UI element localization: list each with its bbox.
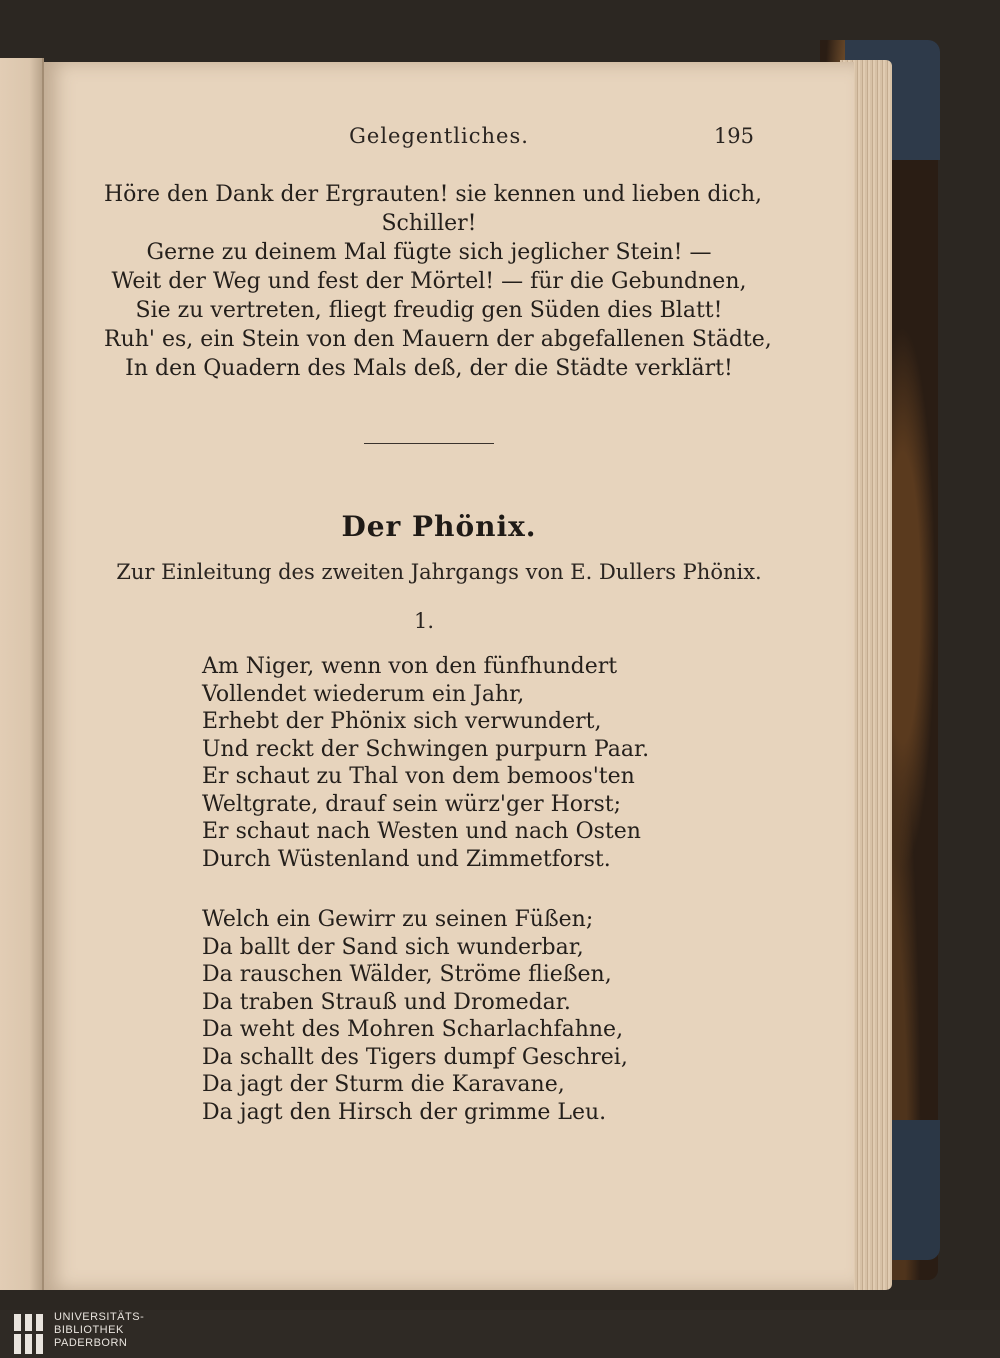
section-divider — [364, 443, 494, 444]
stanza-line: Erhebt der Phönix sich verwundert, — [202, 709, 602, 734]
stanza-2 — [202, 906, 702, 1126]
verse-line: In den Quadern des Mals deß, der die Städte verklärt! — [125, 356, 733, 381]
library-logo-icon — [14, 1314, 44, 1354]
verse-line: Höre den Dank der Ergrauten! sie kennen und lieben dich, — [104, 182, 762, 207]
stanza-line: Da rauschen Wälder, Ströme fließen, — [202, 962, 612, 987]
running-title: Gelegentliches. — [349, 124, 529, 148]
stanza-line: Da jagt den Hirsch der grimme Leu. — [202, 1099, 607, 1125]
verse-line: Sie zu vertreten, fliegt freudig gen Süden dies Blatt! — [135, 298, 723, 323]
stanza-line: Vollendet wiederum ein Jahr, — [202, 681, 525, 707]
poem-subtitle: Zur Einleitung des zweiten Jahrgangs von E. Dullers Phönix. — [116, 560, 762, 584]
verse-line: Gerne zu deinem Mal fügte sich jeglicher Stein! — — [146, 240, 712, 265]
stanza-line: Welch ein Gewirr zu seinen Füßen; — [202, 907, 594, 932]
logo-line: PADERBORN — [54, 1337, 128, 1349]
stanza-line: Da schallt des Tigers dumpf Geschrei, — [202, 1044, 628, 1070]
library-logo-text — [54, 1311, 174, 1350]
verse-line: Ruh' es, ein Stein von den Mauern der abgefallenen Städte, — [104, 327, 772, 352]
verse-line: Weit der Weg und fest der Mörtel! — für die Gebundnen, — [111, 269, 747, 294]
stanza-1 — [202, 653, 702, 873]
logo-line: BIBLIOTHEK — [54, 1324, 124, 1336]
stanza-line: Er schaut nach Westen und nach Osten — [202, 819, 641, 844]
stanza-line: Er schaut zu Thal von dem bemoos'ten — [202, 764, 635, 789]
stanza-line: Weltgrate, drauf sein würz'ger Horst; — [202, 791, 622, 817]
stanza-line: Durch Wüstenland und Zimmetforst. — [202, 846, 611, 872]
logo-line: UNIVERSITÄTS- — [54, 1311, 145, 1323]
page-number: 195 — [713, 124, 754, 148]
verse-line: Schiller! — [381, 211, 477, 236]
left-page-edge — [0, 58, 44, 1290]
stanza-line: Am Niger, wenn von den fünfhundert — [202, 654, 618, 679]
stanza-line: Da ballt der Sand sich wunderbar, — [202, 934, 584, 960]
poem-title: Der Phönix. — [341, 510, 537, 543]
stanza-line: Da jagt der Sturm die Karavane, — [202, 1072, 565, 1097]
stanza-line: Da traben Strauß und Dromedar. — [202, 989, 571, 1015]
stanza-line: Und reckt der Schwingen purpurn Paar. — [202, 736, 650, 762]
stanza-line: Da weht des Mohren Scharlachfahne, — [202, 1017, 624, 1042]
section-number: 1. — [413, 609, 435, 633]
opening-verse — [104, 180, 772, 383]
book-page — [44, 62, 854, 1290]
